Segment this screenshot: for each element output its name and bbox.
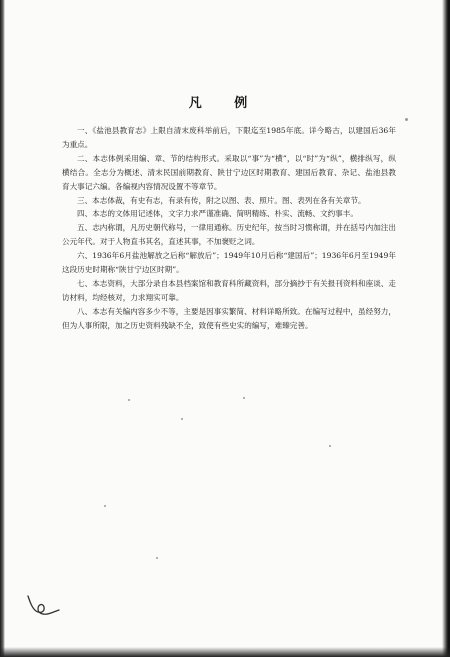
paragraph-7: 七、本志资料，大部分录自本县档案馆和教育科所藏资料，部分摘抄于有关报刊资料和座谈、走访材料，均经核对，力求翔实可靠。 (62, 278, 396, 302)
pen-mark-icon (24, 590, 64, 620)
scan-speck (243, 397, 245, 399)
scan-edge-bottom (0, 647, 450, 657)
scan-speck (181, 418, 183, 420)
paragraph-2: 二、本志体例采用编、章、节的结构形式。采取以“事”为“横”，以“时”为“纵”，横排纵写，纵横结合。全志分为概述、清末民国前期教育、陕甘宁边区时期教育、建国后教育、杂记、盐池县教育大事记六编。各编视内容情况设置不等章节。 (62, 153, 396, 191)
paragraph-5: 五、志内称谓，凡历史朝代称号，一律用通称。历史纪年，按当时习惯称谓，并在括号内加注出公元年代。对于人物直书其名，直述其事，不加褒贬之词。 (62, 223, 396, 247)
paragraph-1: 一、《盐池县教育志》上限自清末废科举前后，下限迄至1985年底。详今略古，以建国后36年为重点。 (62, 126, 396, 149)
paragraph-4: 四、本志的文体用记述体，文字力求严谨准确、简明精练、朴实、流畅、文约事丰。 (77, 209, 358, 219)
scan-speck (104, 505, 106, 507)
scan-speck (156, 557, 158, 559)
paragraph-8: 八、本志有关编内容多少不等，主要是因事实繁简、材料详略所致。在编写过程中，虽经努力，但为人事所限，加之历史资料残缺不全，致使有些史实的编写，难臻完善。 (62, 306, 396, 330)
body-text (62, 124, 396, 333)
scan-speck (405, 118, 408, 121)
paragraph-3: 三、本志体裁，有史有志，有录有传，附之以图、表、照片。图、表列在各有关章节。 (77, 195, 366, 205)
scan-speck (329, 445, 331, 447)
page-title: 凡 例 (188, 96, 262, 111)
paragraph-6: 六、1936年6月盐池解放之后称“解放后”；1949年10月后称“建国后”；1936年6月至1949年这段历史时期称“陕甘宁边区时期”。 (62, 251, 396, 275)
scan-speck (128, 399, 130, 401)
